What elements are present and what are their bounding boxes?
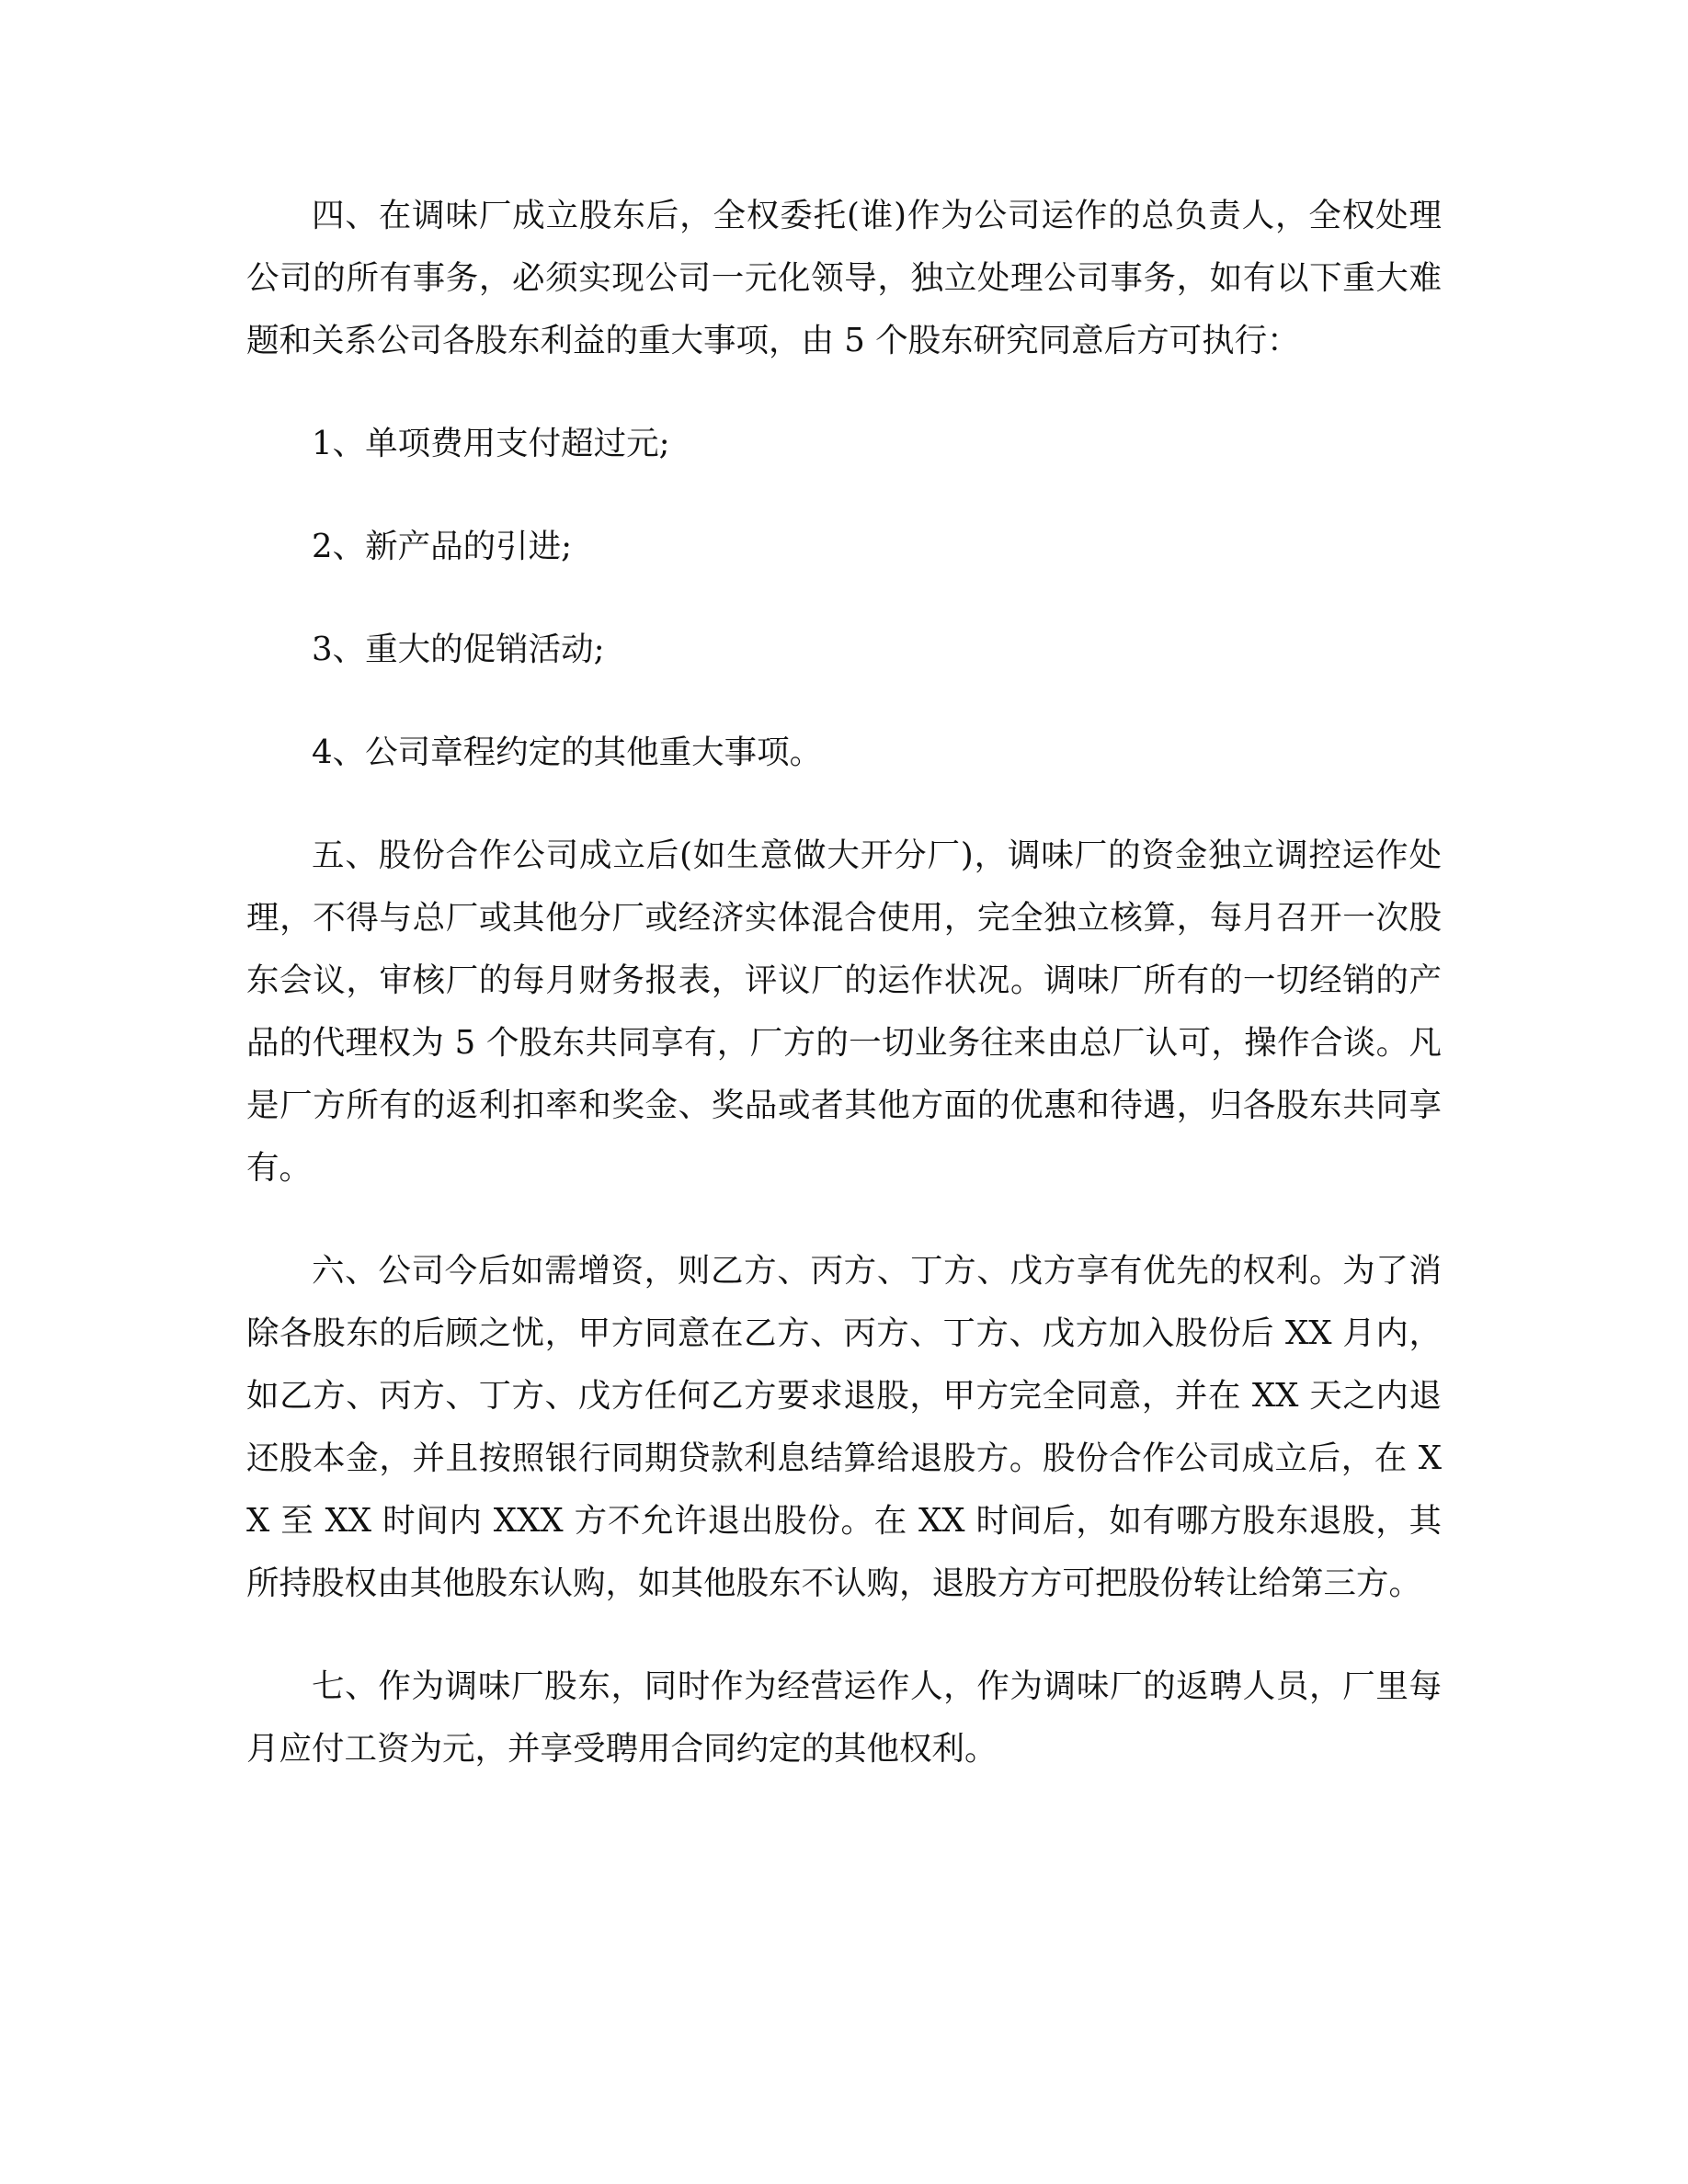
clause-7-paragraph: 七、作为调味厂股东，同时作为经营运作人，作为调味厂的返聘人员，厂里每月应付工资为元，并享受聘用合同约定的其他权利。 [246,1667,1442,1768]
clause-4-item-4: 4、公司章程约定的其他重大事项。 [312,734,823,771]
document-body [246,185,1442,1821]
clause-4-item-3: 3、重大的促销活动; [312,631,605,668]
clause-5-paragraph: 五、股份合作公司成立后(如生意做大开分厂)，调味厂的资金独立调控运作处理，不得与总厂或其他分厂或经济实体混合使用，完全独立核算，每月召开一次股东会议，审核厂的每月财务报表，评议厂的运作状况。调味厂所有的一切经销的产品的代理权为 5 个股东共同享有，厂方的一切业务往来由总厂认可，操作合谈。凡是厂方所有的返利扣率和奖金、奖品或者其他方面的优惠和待遇，归各股东共同享有。 [246,836,1442,1187]
clause-4-item-2: 2、新产品的引进; [312,528,573,565]
clause-6-paragraph: 六、公司今后如需增资，则乙方、丙方、丁方、戊方享有优先的权利。为了消除各股东的后顾之忧，甲方同意在乙方、丙方、丁方、戊方加入股份后 XX 月内，如乙方、丙方、丁方、戊方任何乙方要求退股，甲方完全同意，并在 XX 天之内退还股本金，并且按照银行同期贷款利息结算给退股方。股份合作公司成立后，在 XX 至 XX 时间内 XXX 方不允许退出股份。在 XX 时间后，如有哪方股东退股，其所持股权由其他股东认购，如其他股东不认购，退股方方可把股份转让给第三方。 [246,1252,1442,1602]
clause-4-item-1: 1、单项费用支付超过元; [312,425,670,462]
clause-4-paragraph: 四、在调味厂成立股东后，全权委托(谁)作为公司运作的总负责人，全权处理公司的所有事务，必须实现公司一元化领导，独立处理公司事务，如有以下重大难题和关系公司各股东利益的重大事项，由 5 个股东研究同意后方可执行： [246,197,1442,359]
